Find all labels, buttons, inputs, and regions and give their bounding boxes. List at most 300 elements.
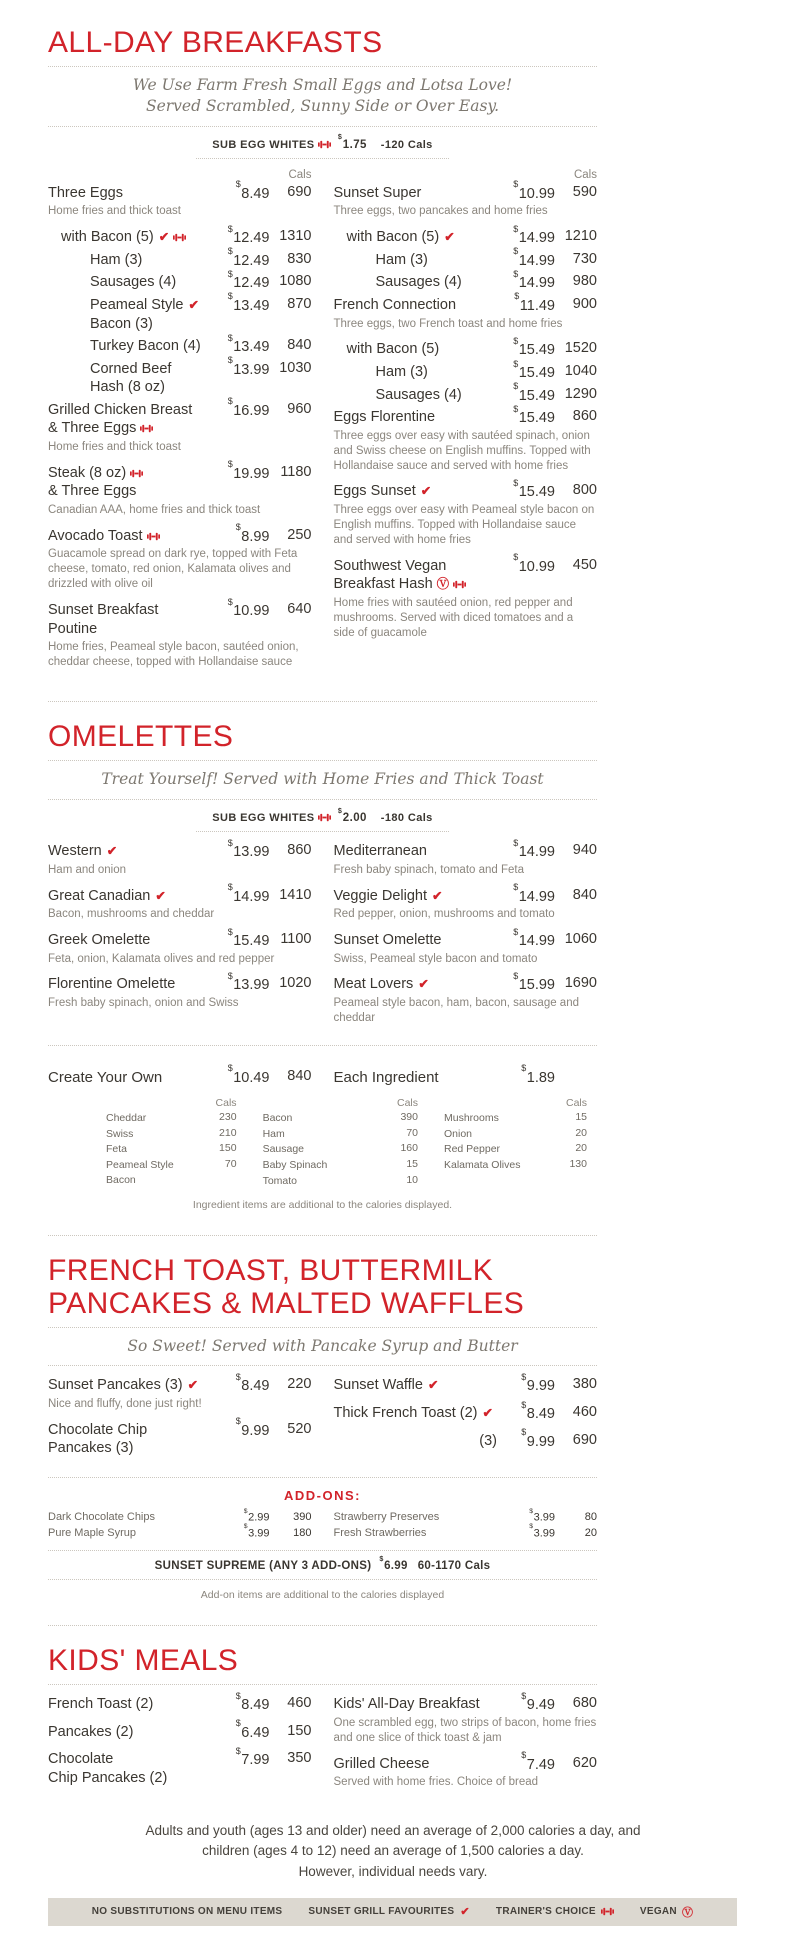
- ingredient-name: Ham: [262, 1127, 285, 1140]
- menu-item-row: [333, 1690, 598, 1714]
- item-description: Feta, onion, Kalamata olives and red pepper: [48, 952, 275, 965]
- sunset-supreme-label: SUNSET SUPREME (ANY 3 ADD-ONS): [154, 1560, 372, 1573]
- add-on-cals: 80: [584, 1511, 597, 1524]
- cals-column-header: Cals: [565, 1097, 587, 1110]
- menu-item: [334, 246, 598, 270]
- create-your-own-row: [48, 1063, 312, 1087]
- menu-columns: [48, 1690, 597, 1799]
- menu-item-row: [48, 596, 312, 638]
- section-tagline: So Sweet! Served with Pancake Syrup and Butter: [48, 1328, 597, 1367]
- item-cals: 380: [572, 1376, 597, 1393]
- item-price: $14.99: [513, 926, 555, 949]
- menu-item-row: [48, 1690, 312, 1714]
- item-price: $13.99: [227, 837, 270, 860]
- item-name: Steak (8 oz) & Three Eggs: [48, 464, 218, 501]
- item-cals: 1210: [564, 228, 597, 245]
- item-description: Fresh baby spinach, tomato and Feta: [333, 863, 524, 876]
- item-price: $1.75: [337, 133, 367, 151]
- item-price: $3.99: [243, 1523, 270, 1540]
- item-cals: 690: [572, 1431, 597, 1448]
- menu-item: [333, 882, 598, 922]
- item-price: $3.99: [529, 1523, 555, 1540]
- favourite-check-icon: ✔: [482, 1405, 493, 1420]
- ingredient-cals: 70: [224, 1158, 237, 1171]
- trainers-choice-dumbbell-icon: [173, 229, 186, 245]
- item-price: $8.99: [235, 522, 270, 545]
- item-name: French Connection: [333, 296, 457, 313]
- ingredient-cals: 15: [575, 1111, 587, 1124]
- item-price: $15.49: [513, 335, 555, 359]
- section-tagline: We Use Farm Fresh Small Eggs and Lotsa Love! Served Scrambled, Sunny Side or Over Easy.: [48, 67, 597, 127]
- menu-item-row: [333, 970, 598, 994]
- ingredient-name: Mushrooms: [444, 1112, 499, 1125]
- item-name: with Bacon (5): [346, 341, 440, 358]
- ingredient-cals: 20: [575, 1142, 587, 1155]
- favourite-check-icon: ✔: [158, 230, 170, 245]
- sub-note-cals: -120 Cals: [380, 138, 433, 151]
- item-price: $9.99: [235, 1416, 270, 1439]
- cals-column-header: Cals: [396, 1097, 418, 1110]
- item-cals: 1100: [280, 930, 312, 947]
- item-cals: 1180: [280, 463, 312, 480]
- menu-item: [334, 381, 598, 405]
- menu-column: [334, 169, 598, 679]
- item-cals: 960: [287, 400, 312, 417]
- create-your-own-block: [48, 1045, 597, 1213]
- sub-egg-whites-note: [48, 800, 597, 832]
- item-name: Kids' All-Day Breakfast: [333, 1696, 480, 1713]
- ingredient-row: [263, 1158, 418, 1173]
- menu-item: [48, 332, 312, 356]
- add-on-row: [48, 1507, 312, 1524]
- item-price: $14.99: [513, 837, 555, 860]
- trainers-choice-dumbbell-icon: [318, 139, 331, 151]
- ingredient-column: [444, 1097, 587, 1189]
- sunset-supreme-row: [48, 1550, 597, 1580]
- item-name: Chocolate Chip Pancakes (3): [48, 1421, 148, 1457]
- menu-item-row: [48, 459, 312, 501]
- item-name: Eggs Florentine: [333, 409, 436, 426]
- menu-item-row: [48, 1745, 312, 1787]
- menu-item-row: [48, 223, 312, 247]
- item-price: $15.49: [513, 403, 555, 426]
- menu-item-row: [48, 522, 312, 546]
- item-cals: 840: [287, 337, 312, 354]
- add-ons-note: Add-on items are additional to the calories displayed: [200, 1589, 445, 1602]
- menu-item: [48, 291, 312, 333]
- add-on-name: Pure Maple Syrup: [48, 1526, 137, 1539]
- item-price: $14.99: [513, 223, 555, 247]
- item-cals: 1080: [279, 273, 312, 290]
- item-description: Served with home fries. Choice of bread: [333, 1776, 539, 1789]
- item-cals: 460: [572, 1403, 597, 1420]
- item-name: Great Canadian ✔: [48, 887, 166, 904]
- menu-item-row: [48, 882, 312, 906]
- add-on-row: [48, 1523, 312, 1540]
- menu-item-row: [48, 1416, 312, 1458]
- ingredient-row: [444, 1142, 587, 1157]
- item-cals: 680: [572, 1695, 597, 1712]
- item-name: Florentine Omelette: [48, 976, 176, 993]
- each-ingredient-row: [333, 1063, 598, 1087]
- item-price: $9.49: [521, 1690, 555, 1713]
- item-description: Home fries with sautéed onion, red pepper and mushrooms. Served with diced tomatoes and a side of guacamole: [333, 596, 574, 639]
- menu-item: [48, 268, 312, 292]
- menu-item: [48, 1690, 312, 1714]
- item-price: $12.49: [227, 246, 270, 269]
- item-price: $6.99: [379, 1554, 408, 1573]
- menu-item: [48, 926, 312, 966]
- ingredient-row: [444, 1127, 587, 1142]
- menu-column: [333, 837, 598, 1035]
- favourite-check-icon: ✔: [432, 888, 443, 903]
- item-description: Three eggs, two pancakes and home fries: [333, 205, 548, 218]
- item-description: Ham and onion: [48, 863, 126, 876]
- ingredient-row: [106, 1111, 237, 1126]
- menu-item-row: [48, 970, 312, 994]
- item-cals: 1060: [564, 930, 597, 947]
- sunset-supreme-cals: 60-1170 Cals: [417, 1560, 491, 1573]
- item-name: Sunset Breakfast Poutine: [48, 602, 159, 637]
- ingredients-table: [48, 1087, 597, 1189]
- item-name: Thick French Toast (2) ✔: [333, 1404, 493, 1421]
- menu-item-row: [333, 837, 598, 861]
- legend-item: NO SUBSTITUTIONS ON MENU ITEMS: [91, 1906, 283, 1918]
- add-ons-column: [48, 1507, 312, 1542]
- legend-item: TRAINER'S CHOICE: [496, 1906, 614, 1918]
- item-name: Sausages (4): [375, 274, 462, 291]
- item-cals: 730: [572, 250, 597, 267]
- favourite-check-icon: ✔: [428, 1378, 439, 1393]
- item-description: Three eggs over easy with Peameal style bacon on English muffins. Topped with Hollandaise sauce and served with home fries: [333, 504, 595, 546]
- menu-column: [48, 1371, 312, 1467]
- item-cals: 690: [287, 183, 312, 200]
- legend-item: SUNSET GRILL FAVOURITES ✔: [308, 1906, 470, 1919]
- ingredient-cals: 20: [575, 1126, 587, 1139]
- menu-item-row: [48, 926, 312, 950]
- menu-item: [48, 246, 312, 270]
- item-description: Peameal style bacon, ham, bacon, sausage and cheddar: [333, 997, 579, 1024]
- add-ons-block: [48, 1477, 597, 1603]
- item-cals: 460: [287, 1695, 312, 1712]
- menu-item: [334, 268, 598, 292]
- menu-item-row: [48, 1718, 312, 1742]
- menu-columns: [48, 1371, 597, 1467]
- ingredient-cals: 130: [569, 1158, 587, 1171]
- menu-item: [333, 552, 598, 641]
- item-cals: 1310: [279, 228, 312, 245]
- cals-column-header: Cals: [288, 168, 312, 181]
- menu-item: [48, 1371, 312, 1411]
- item-price: $13.99: [227, 355, 270, 378]
- add-on-cals: 180: [293, 1526, 312, 1539]
- menu-column: [48, 1690, 312, 1799]
- item-price: $15.49: [513, 358, 555, 381]
- item-name: Pancakes (2): [48, 1723, 134, 1740]
- item-cals: 1690: [564, 975, 597, 992]
- ingredient-cals: 15: [406, 1158, 418, 1171]
- menu-item: [333, 291, 598, 331]
- menu-item-row: [334, 381, 598, 405]
- item-description: Three eggs over easy with sautéed spinach, onion and Swiss cheese on English muffins. Topped with Hollandaise sauce and served with home fries: [333, 429, 591, 472]
- item-description: Home fries, Peameal style bacon, sautéed onion, cheddar cheese, topped with Hollandaise sauce: [48, 641, 299, 669]
- item-cals: 860: [287, 842, 312, 859]
- item-price: $9.99: [521, 1427, 555, 1450]
- menu-item-row: [48, 291, 312, 333]
- menu-column: [48, 837, 312, 1035]
- menu-item-row: [48, 355, 312, 397]
- menu-column: [333, 1371, 598, 1467]
- item-name: Sunset Waffle ✔: [333, 1377, 439, 1394]
- item-price: $16.99: [227, 396, 270, 419]
- item-price: $14.99: [227, 882, 270, 905]
- ingredient-row: [263, 1174, 418, 1189]
- item-price: $2.00: [337, 806, 367, 825]
- ingredient-cals: 10: [406, 1173, 418, 1186]
- item-cals: 840: [287, 1067, 312, 1084]
- cals-column-header: Cals: [573, 168, 597, 181]
- item-cals: 220: [287, 1376, 312, 1393]
- item-name: Corned Beef Hash (8 oz): [90, 360, 172, 396]
- ingredient-row: [106, 1127, 237, 1142]
- item-cals: 1040: [564, 363, 597, 379]
- menu-item: [333, 1690, 598, 1745]
- item-name: Avocado Toast: [48, 527, 218, 546]
- legend-bar: [48, 1898, 737, 1926]
- ingredient-name: Baby Spinach: [262, 1159, 328, 1172]
- menu-item: [333, 403, 598, 473]
- menu-item: [333, 970, 598, 1025]
- ingredient-name: Peameal Style Bacon: [106, 1159, 174, 1186]
- item-price: $8.49: [235, 1371, 270, 1395]
- item-description: Three eggs, two French toast and home fries: [333, 317, 563, 330]
- ingredient-cals: 210: [219, 1126, 237, 1139]
- item-price: $14.99: [513, 882, 555, 905]
- favourite-check-icon: ✔: [106, 844, 118, 859]
- menu-item: [48, 882, 312, 922]
- item-cals: 150: [287, 1722, 312, 1739]
- add-on-name: Fresh Strawberries: [333, 1526, 427, 1539]
- ingredient-cals: 160: [400, 1142, 418, 1155]
- ingredient-name: Kalamata Olives: [444, 1159, 521, 1172]
- item-price: $3.99: [529, 1507, 555, 1524]
- item-price: $14.99: [513, 268, 555, 292]
- item-cals: 640: [287, 601, 312, 618]
- menu-item-row: [334, 335, 598, 359]
- section-tagline: Treat Yourself! Served with Home Fries and Thick Toast: [48, 761, 597, 800]
- ingredient-row: [263, 1142, 418, 1157]
- item-cals: 350: [287, 1750, 312, 1767]
- favourite-check-icon: ✔: [420, 484, 432, 499]
- menu-item: [48, 837, 312, 877]
- item-price: $13.49: [227, 332, 270, 355]
- menu-item-row: [334, 223, 598, 247]
- section-all-day-breakfasts: [48, 26, 597, 679]
- item-price: $19.99: [227, 459, 270, 482]
- item-price: $10.49: [227, 1063, 270, 1086]
- ingredient-row: [263, 1111, 418, 1126]
- menu-columns: [48, 837, 597, 1035]
- item-name: Eggs Sunset ✔: [333, 483, 432, 500]
- trainers-choice-dumbbell-icon: [453, 576, 466, 592]
- menu-item-row: [333, 1750, 598, 1774]
- item-name: Mediterranean: [333, 843, 427, 860]
- menu-columns: [48, 169, 597, 679]
- favourite-check-icon: ✔: [460, 1906, 470, 1919]
- vegan-icon: Ⓥ: [681, 1906, 694, 1919]
- trainers-choice-dumbbell-icon: [130, 465, 143, 481]
- item-price: $1.89: [521, 1063, 555, 1086]
- menu-item-row: [333, 552, 598, 594]
- item-cals: 1030: [279, 359, 312, 376]
- item-name: (3): [479, 1432, 497, 1449]
- menu-item-row: [333, 403, 598, 427]
- item-name: Sunset Pancakes (3) ✔: [48, 1377, 199, 1394]
- favourite-check-icon: ✔: [155, 888, 166, 903]
- item-price: $7.99: [235, 1745, 270, 1769]
- favourite-check-icon: ✔: [187, 1378, 199, 1393]
- item-name: Sausages (4): [90, 274, 177, 291]
- item-price: $12.49: [227, 268, 270, 292]
- menu-item: [333, 837, 598, 877]
- add-ons-columns: [48, 1507, 597, 1542]
- item-cals: 250: [287, 526, 312, 543]
- item-price: $15.49: [227, 926, 270, 949]
- item-price: $15.49: [513, 477, 555, 501]
- item-description: Home fries and thick toast: [48, 440, 181, 453]
- menu-item-row: [333, 179, 598, 203]
- menu-item-row: [48, 332, 312, 356]
- item-description: Bacon, mushrooms and cheddar: [48, 908, 215, 921]
- ingredient-column: [106, 1097, 237, 1189]
- menu-item: [48, 459, 312, 518]
- ingredient-name: Red Pepper: [444, 1143, 501, 1156]
- menu-item-row: [48, 837, 312, 861]
- item-cals: 1410: [279, 886, 312, 903]
- item-description: One scrambled egg, two strips of bacon, home fries and one slice of thick toast & jam: [333, 1716, 597, 1744]
- menu-column: [333, 1690, 598, 1799]
- item-name: Three Eggs: [48, 184, 123, 201]
- section-french-toast-pancakes-waffles: [48, 1235, 597, 1604]
- ingredient-cals: 70: [406, 1126, 418, 1139]
- ingredient-name: Onion: [444, 1127, 473, 1140]
- item-name: Ham (3): [90, 251, 143, 268]
- menu-item: [48, 355, 312, 397]
- item-price: $10.99: [513, 179, 555, 202]
- item-name: Chocolate Chip Pancakes (2): [48, 1751, 168, 1786]
- menu-item: [333, 477, 598, 547]
- item-name: Each Ingredient: [333, 1068, 439, 1086]
- item-description: Home fries and thick toast: [48, 205, 181, 218]
- item-price: $11.49: [514, 291, 555, 314]
- sub-note-cals: -180 Cals: [380, 812, 433, 825]
- item-name: Meat Lovers ✔: [333, 976, 429, 993]
- menu-item: [48, 396, 312, 455]
- ingredient-row: [106, 1158, 237, 1187]
- add-on-row: [333, 1507, 598, 1524]
- item-cals: 1290: [564, 385, 597, 402]
- menu-item: [333, 179, 598, 219]
- menu-item: [333, 1750, 598, 1790]
- legend-item: VEGAN Ⓥ: [640, 1904, 693, 1920]
- item-cals: 590: [572, 183, 597, 200]
- menu-item: [48, 970, 312, 1010]
- menu-footer: [0, 1821, 786, 1942]
- section-title: ALL-DAY BREAKFASTS: [48, 26, 597, 67]
- item-cals: 1520: [564, 340, 597, 357]
- trainers-choice-dumbbell-icon: [147, 528, 160, 544]
- ingredient-name: Tomato: [262, 1174, 297, 1187]
- menu-item: [333, 926, 598, 966]
- item-name: Turkey Bacon (4): [90, 338, 201, 355]
- menu-item: [48, 1745, 312, 1787]
- favourite-check-icon: ✔: [188, 297, 200, 312]
- menu-item: [48, 1416, 312, 1458]
- item-name: Sunset Super: [333, 184, 422, 201]
- menu-column: [48, 169, 312, 679]
- trainers-choice-dumbbell-icon: [140, 420, 153, 436]
- trainers-choice-dumbbell-icon: [601, 1906, 614, 1918]
- menu-item: [48, 596, 312, 670]
- menu-item: [334, 335, 598, 359]
- menu-item: [48, 522, 312, 592]
- menu-item: [333, 1371, 598, 1395]
- ingredient-name: Swiss: [106, 1127, 134, 1140]
- cyo-header-row: [48, 1063, 597, 1087]
- item-cals: 900: [572, 295, 597, 312]
- ingredient-name: Feta: [106, 1143, 128, 1156]
- ingredient-row: [444, 1111, 587, 1126]
- item-name: Ham (3): [375, 364, 428, 380]
- menu-content: [48, 26, 597, 1821]
- item-description: Guacamole spread on dark rye, topped with Feta cheese, tomato, red onion, Kalamata olives and drizzled with olive oil: [48, 548, 298, 591]
- ingredient-cals: 390: [400, 1111, 418, 1124]
- item-name: Grilled Chicken Breast & Three Eggs: [48, 401, 193, 437]
- menu-item-row: [333, 1399, 598, 1423]
- item-name: Sunset Omelette: [333, 931, 442, 948]
- menu-item: [334, 358, 598, 382]
- item-name: Create Your Own: [48, 1068, 163, 1086]
- item-name: Western ✔: [48, 843, 118, 860]
- item-cals: 840: [572, 886, 597, 903]
- item-cals: 1020: [279, 975, 312, 992]
- section-title: OMELETTES: [48, 720, 597, 761]
- item-price: $9.99: [521, 1371, 555, 1395]
- item-price: $15.49: [513, 381, 555, 404]
- menu-item: [48, 179, 312, 219]
- ingredient-column: [263, 1097, 418, 1189]
- sub-note-text: SUB EGG WHITES $1.75 -120 Cals: [196, 137, 448, 159]
- menu-item-row: [333, 291, 598, 315]
- item-name: Ham (3): [375, 251, 428, 268]
- menu-item-row: [333, 477, 598, 501]
- favourite-check-icon: ✔: [418, 977, 429, 992]
- item-name: with Bacon (5) ✔: [48, 228, 218, 247]
- item-name: Greek Omelette: [48, 931, 151, 948]
- item-description: Fresh baby spinach, onion and Swiss: [48, 997, 239, 1010]
- item-cals: 940: [572, 842, 597, 859]
- add-on-cals: 20: [584, 1526, 597, 1539]
- item-description: Swiss, Peameal style bacon and tomato: [333, 952, 538, 965]
- item-price: $10.99: [227, 596, 270, 619]
- item-cals: 860: [572, 408, 597, 425]
- ingredient-cals: 150: [219, 1142, 237, 1155]
- item-price: $12.49: [227, 223, 270, 247]
- cals-column-header: Cals: [215, 1097, 237, 1110]
- add-on-name: Dark Chocolate Chips: [48, 1511, 155, 1524]
- ingredient-row: [263, 1127, 418, 1142]
- favourite-check-icon: ✔: [444, 230, 455, 245]
